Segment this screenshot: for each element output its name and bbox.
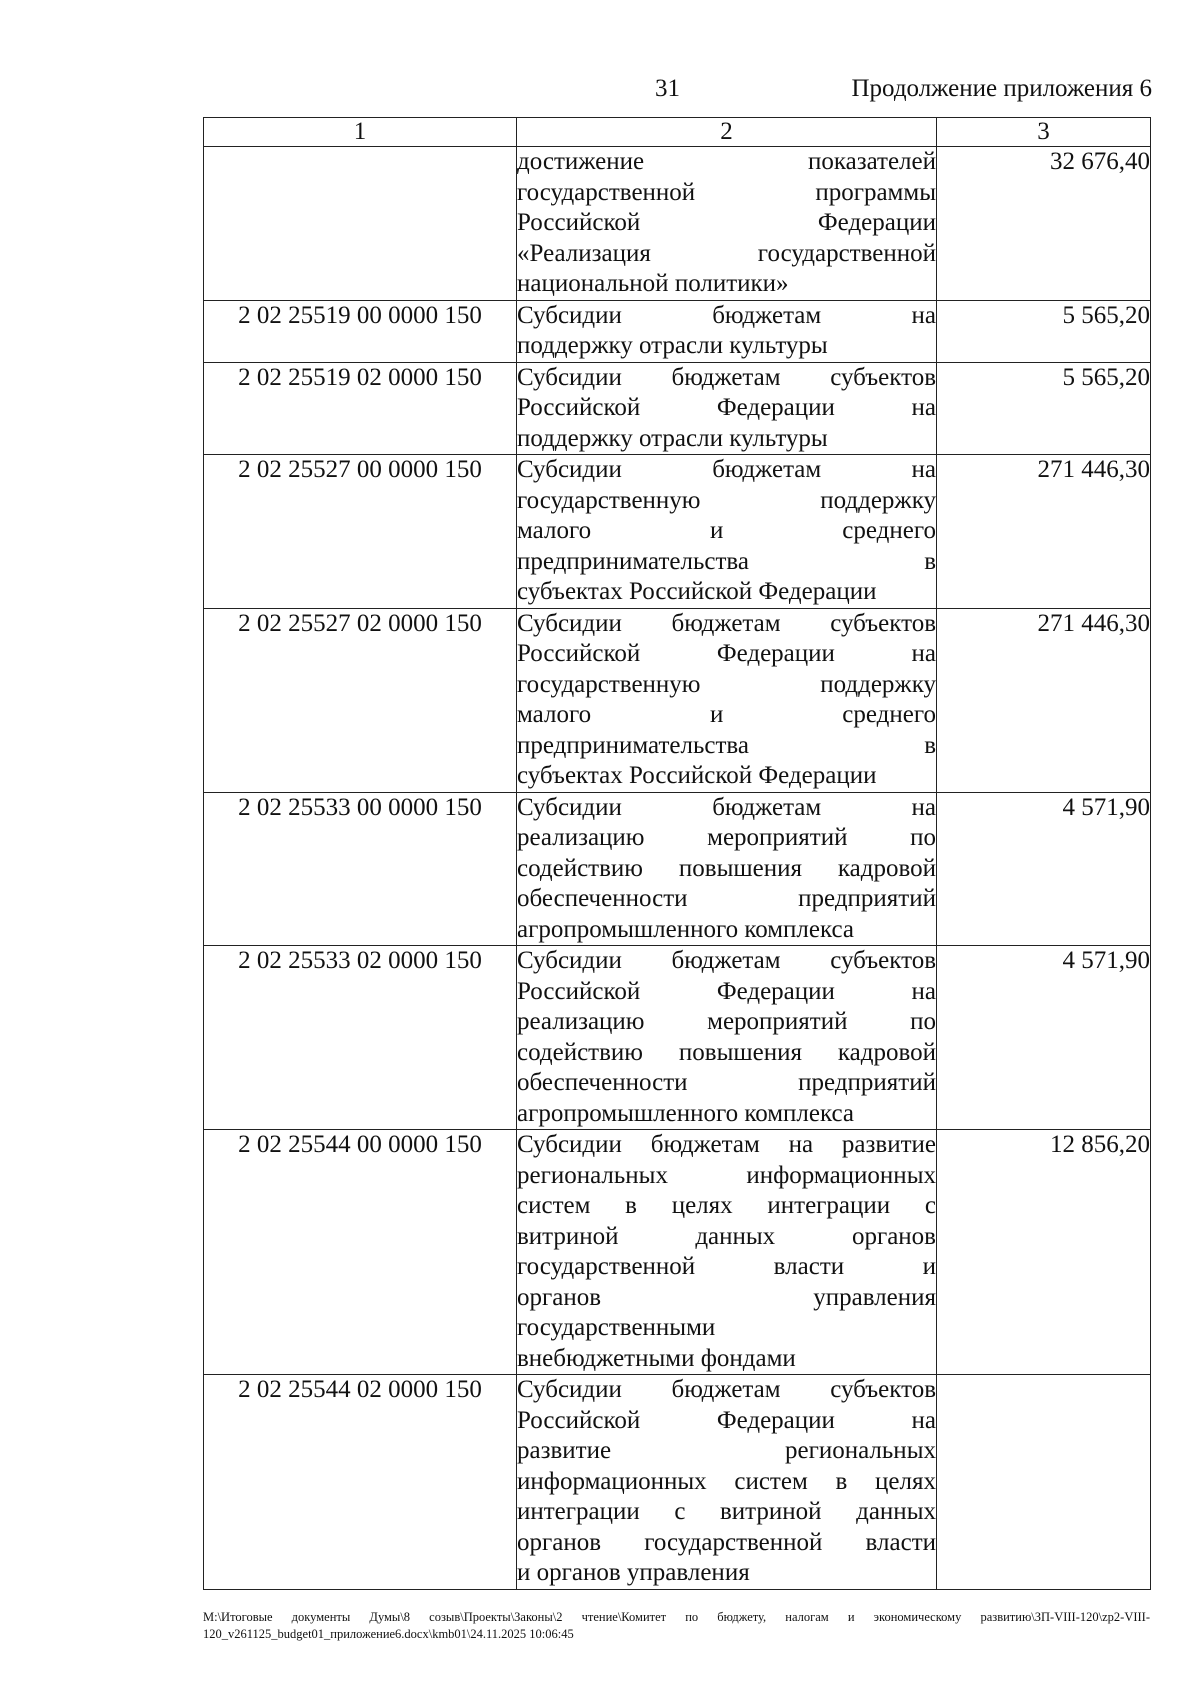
description-line: региональных информационных [517,1161,936,1189]
description-line: развитие региональных [517,1437,936,1464]
row-description [517,1375,937,1590]
description-line: государственную поддержку [517,486,936,514]
table-header-row [204,118,1151,147]
row-amount: 271 446,30 [937,455,1151,609]
description-line: агропромышленного комплекса [517,915,855,943]
description-line: органов государственной власти [517,1528,936,1556]
row-amount: 32 676,40 [937,147,1151,301]
table-row [204,1375,1151,1590]
description-line: предпринимательства в [517,731,936,759]
description-line: Субсидии бюджетам на [517,456,936,483]
row-code: 2 02 25519 00 0000 150 [204,300,517,362]
description-line: реализацию мероприятий по [517,824,936,851]
description-line: Субсидии бюджетам субъектов [517,363,936,391]
table-body [204,147,1151,1590]
description-line: информационных систем в целях [517,1467,936,1495]
column-header-1: 1 [204,118,517,147]
description-line: Российской Федерации на [517,640,936,667]
row-description [517,1130,937,1375]
description-line: государственными [517,1314,716,1341]
row-description [517,608,937,792]
table-row [204,147,1151,301]
row-code: 2 02 25544 02 0000 150 [204,1375,517,1590]
row-amount: 271 446,30 [937,608,1151,792]
row-description [517,946,937,1130]
description-line: Российской Федерации [517,209,936,236]
column-header-2: 2 [517,118,937,147]
row-description [517,792,937,946]
description-line: Субсидии бюджетам на развитие [517,1131,936,1158]
description-line: Субсидии бюджетам на [517,301,936,329]
description-line: обеспеченности предприятий [517,885,936,912]
description-line: органов управления [517,1283,936,1311]
row-amount: 4 571,90 [937,946,1151,1130]
column-header-3: 3 [937,118,1151,147]
description-line: государственной программы [517,178,936,206]
table-row [204,792,1151,946]
description-line: Российской Федерации на [517,394,936,421]
row-code: 2 02 25533 00 0000 150 [204,792,517,946]
description-line: малого и среднего [517,701,936,728]
description-line: государственную поддержку [517,670,936,698]
description-line: национальной политики» [517,270,789,297]
row-code: 2 02 25533 02 0000 150 [204,946,517,1130]
row-amount [937,1375,1151,1590]
row-description [517,362,937,455]
row-description [517,147,937,301]
description-line: малого и среднего [517,517,936,544]
description-line: агропромышленного комплекса [517,1099,855,1127]
row-code: 2 02 25527 02 0000 150 [204,608,517,792]
description-line: Российской Федерации на [517,1406,936,1434]
description-line: и органов управления [517,1559,750,1586]
row-code: 2 02 25519 02 0000 150 [204,362,517,455]
row-code: 2 02 25527 00 0000 150 [204,455,517,609]
row-code [204,147,517,301]
description-line: Субсидии бюджетам субъектов [517,609,936,637]
row-description [517,455,937,609]
table-row [204,946,1151,1130]
description-line: достижение показателей [517,148,936,175]
table-row [204,300,1151,362]
continuation-heading: Продолжение приложения 6 [851,75,1152,102]
description-line: витриной данных органов [517,1222,936,1250]
description-line: «Реализация государственной [517,239,936,267]
file-path-footer: M:\Итоговые документы Думы\8 созыв\Проекты\Законы\2 чтение\Комитет по бюджету, налогам и экономическому развитию\ЗП-VIII-120\zp2-VIII-120_v261125_budget01_приложение6.docx\kmb01\24.11.2025 10:06:45 [203,1610,1150,1641]
description-line: реализацию мероприятий по [517,1008,936,1035]
description-line: систем в целях интеграции с [517,1192,936,1219]
description-line: Российской Федерации на [517,977,936,1005]
description-line: поддержку отрасли культуры [517,424,828,452]
description-line: предпринимательства в [517,547,936,575]
description-line: государственной власти и [517,1253,936,1280]
description-line: субъектах Российской Федерации [517,578,877,605]
description-line: поддержку отрасли культуры [517,332,828,359]
description-line: субъектах Российской Федерации [517,762,877,789]
description-line: Субсидии бюджетам субъектов [517,1376,936,1403]
row-amount: 12 856,20 [937,1130,1151,1375]
table-row [204,1130,1151,1375]
description-line: интеграции с витриной данных [517,1498,936,1525]
description-line: Субсидии бюджетам субъектов [517,947,936,974]
table-row [204,608,1151,792]
page-number: 31 [655,75,680,102]
row-code: 2 02 25544 00 0000 150 [204,1130,517,1375]
description-line: содействию повышения кадровой [517,1038,936,1066]
row-amount: 5 565,20 [937,300,1151,362]
table-row [204,362,1151,455]
row-amount: 4 571,90 [937,792,1151,946]
row-amount: 5 565,20 [937,362,1151,455]
description-line: внебюджетными фондами [517,1344,796,1372]
description-line: Субсидии бюджетам на [517,793,936,821]
description-line: содействию повышения кадровой [517,854,936,882]
row-description [517,300,937,362]
table-row [204,455,1151,609]
budget-table [203,117,1151,1590]
description-line: обеспеченности предприятий [517,1069,936,1096]
